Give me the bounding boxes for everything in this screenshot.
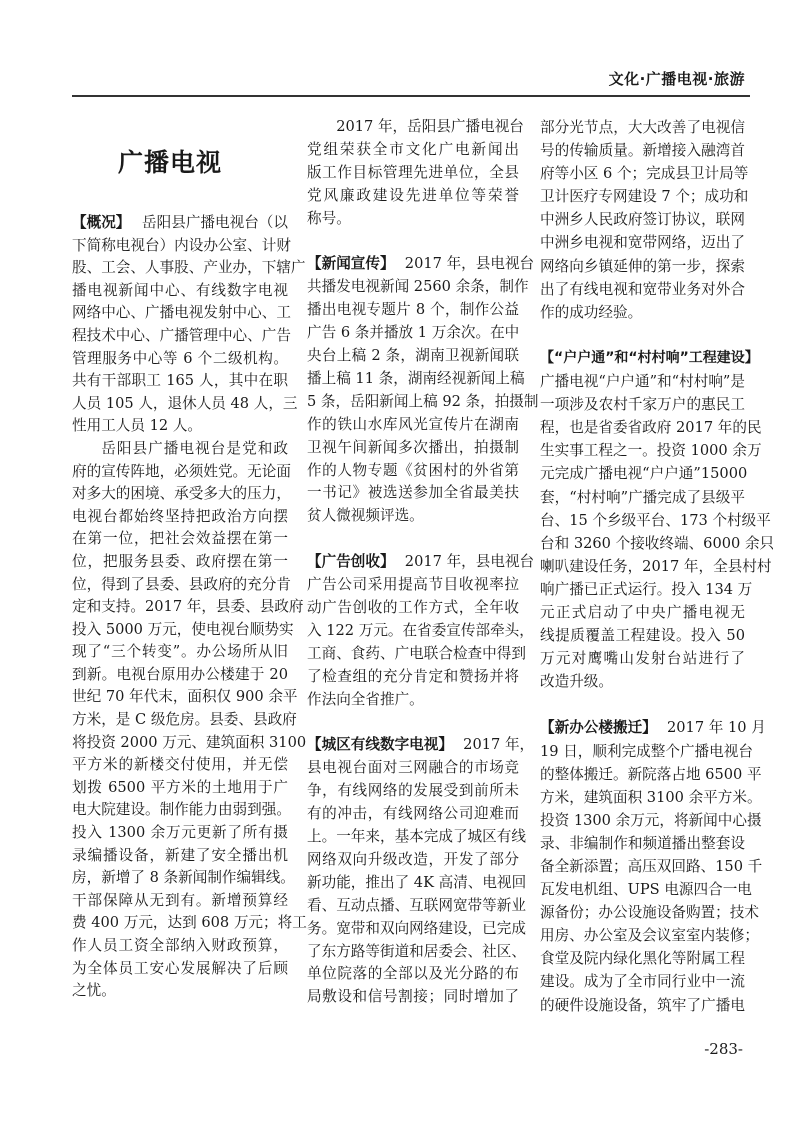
text-line: 务。宽带和双向网络建设，已完成 [307,919,526,937]
text-column-2 [307,116,539,1009]
paragraph [540,716,766,1016]
text-line: 争，有线网络的发展受到前所未 [307,782,519,800]
text-line: 动广告创收的工作方式，全年收 [307,599,519,616]
text-line: 岳阳县广播电视台是党和政 [101,439,288,457]
text-line: 2017 年，岳阳县广播电视台 [336,118,524,135]
text-line: 瓦发电机组、UPS 电源四合一电 [540,881,752,899]
text-line: 卫视午间新闻多次播出，拍摄制 [307,438,519,456]
text-line: 方米，建筑面积 3100 余平方米。 [540,788,762,806]
header-rule [72,95,750,97]
text-line-content: 岳阳县广播电视台（以 [142,214,288,231]
text-line: 卫计医疗专网建设 7 个；成功和 [540,188,749,206]
text-line: 单位院落的全部以及光分路的布 [307,965,519,983]
text-line: 在第一位，把社会效益摆在第一 [72,530,288,548]
text-line: 股、工会、人事股、产业办，下辖广 [72,259,306,277]
paragraph-heading: 【概况】 [72,214,131,231]
text-line: 广告公司采用提高节目收视率拉 [307,576,519,594]
text-line [307,734,535,757]
text-line: 作的铁山水库风光宣传片在湖南 [307,415,519,433]
text-line: 万元对鹰嘴山发射台站进行了 [540,650,745,668]
text-line: 网络向乡镇延伸的第一步，探索 [540,257,745,275]
text-line: 投入 1300 余万元更新了所有摄 [72,824,288,842]
text-line: 了检查组的充分肯定和赞扬并将 [307,667,519,685]
text-line: 中洲乡人民政府签订协议，联网 [540,211,745,229]
text-line: 共有干部职工 165 人，其中在职 [72,372,288,390]
text-line: 党组荣获全市文化广电新闻出 [307,140,519,158]
text-line: 为全体员工安心发展解决了后顾 [72,959,288,977]
text-line: 到新。电视台原用办公楼建于 20 [72,665,288,683]
paragraph-heading: 【“户户通”和“村村响”工程建设】 [540,349,759,366]
text-line: 部分光节点，大大改善了电视信 [540,119,745,136]
text-line: 建设。成为了全市同行业中一流 [540,973,745,991]
text-line: 看、互动点播、互联网宽带等新业 [307,896,526,914]
text-line: 方米，是 C 级危房。县委、县政府 [72,711,297,729]
text-line: 位，得到了县委、县政府的充分肯 [72,575,291,593]
text-line: 改造升级。 [540,673,613,691]
text-line: 食堂及院内绿化黑化等附属工程 [540,950,745,968]
text-line: 台和 3260 个接收终端、6000 余只 [540,534,775,552]
text-line: 网络双向升级改造，开发了部分 [307,850,519,868]
text-line: 备全新添置；高压双回路、150 千 [540,858,763,875]
text-line: 房，新增了 8 条新闻制作编辑线。 [72,869,295,887]
text-line: 播上稿 11 条，湖南经视新闻上稿 [307,369,525,387]
text-column-1 [72,212,307,1003]
text-line: 府的宣传阵地，必须姓党。无论面 [72,462,291,480]
running-head: 文化·广播电视·旅游 [608,70,745,88]
paragraph [307,116,524,231]
text-line: 一书记》被选送参加全省最美扶 [307,484,519,502]
text-line: 费 400 万元，达到 608 万元；将工 [72,914,307,932]
text-line: 局敷设和信号割接；同时增加了 [307,988,519,1006]
text-line: 广播电视“户户通”和“村村响”是 [540,373,745,391]
text-line: 府等小区 6 个；完成县卫计局等 [540,165,749,183]
text-line: 下简称电视台）内设办公室、计财 [72,236,291,254]
text-line: 套，“村村响”广播完成了县级平 [540,488,745,506]
text-line: 电大院建设。制作能力由弱到强。 [72,801,291,819]
text-line: 作人员工资全部纳入财政预算， [72,937,288,954]
text-line: 喇叭建设任务，2017 年，全县村村 [540,557,772,575]
text-line: 划拨 6500 平方米的土地用于广 [72,778,288,796]
text-line: 对多大的困境、承受多大的压力， [72,485,291,503]
text-line: 电视台都始终坚持把政治方向摆 [72,507,288,525]
text-line: 管理服务中心等 6 个二级机构。 [72,349,288,367]
text-line [72,212,288,235]
paragraph [307,551,535,711]
text-line: 网络中心、广播电视发射中心、工 [72,304,291,322]
page-number: -283- [704,1040,743,1058]
paragraph-heading: 【广告创收】 [307,553,395,571]
text-line: 元完成广播电视“户户通”15000 [540,465,748,483]
text-line: 用房、办公室及会议室室内装修； [540,927,759,945]
text-line: 播电视新闻中心、有线数字电视 [72,281,288,299]
text-line: 贫人微视频评选。 [307,507,424,525]
text-line [540,716,766,739]
text-line-content: 2017 年， [463,736,535,754]
text-line: 县电视台面对三网融合的市场竞 [307,759,519,777]
text-line: 人员 105 人，退休人员 48 人，三 [72,394,298,412]
text-line: 一项涉及农村千家万户的惠民工 [540,396,745,414]
text-line [307,551,535,574]
text-line: 定和支持。2017 年，县委、县政府 [72,598,304,616]
text-line: 作法向全省推广。 [307,690,424,708]
text-line: 源备份；办公设施设备购置；技术 [540,904,759,922]
text-line: 之忧。 [72,982,116,1000]
paragraph-heading: 【新闻宣传】 [307,255,395,273]
text-line: 元正式启动了中央广播电视无 [540,603,745,621]
text-line: 程，也是省委省政府 2017 年的民 [540,419,762,437]
text-line: 位，把服务县委、政府摆在第一 [72,552,288,570]
paragraph [307,253,539,528]
paragraph [540,347,775,693]
text-line: 的整体搬迁。新院落占地 6500 平 [540,765,762,783]
paragraph [72,438,307,1003]
text-line: 上。一年来，基本完成了城区有线 [307,828,526,846]
paragraph [540,116,749,324]
text-line: 了东方路等街道和居委会、社区、 [307,942,526,960]
paragraph [307,734,535,1009]
text-line-content: 2017 年，县电视台 [404,255,535,273]
text-line [307,253,535,276]
text-line: 投入 5000 万元，使电视台顺势实 [72,620,294,638]
text-line: 中洲乡电视和宽带网络，迈出了 [540,234,745,252]
section-title: 广播电视 [118,148,223,177]
text-line: 播出电视专题片 8 个，制作公益 [307,301,519,319]
paragraph [72,212,306,438]
text-line: 5 条，岳阳新闻上稿 92 条，拍摄制 [307,392,539,410]
text-line: 世纪 70 年代末，面积仅 900 余平 [72,688,298,706]
text-line: 作的人物专题《贫困村的外省第 [307,461,519,479]
text-line: 的硬件设施设备，筑牢了广播电 [540,996,745,1014]
text-line: 录编播设备，新建了安全播出机 [72,846,288,864]
text-line: 广告 6 条并播放 1 万余次。在中 [307,324,520,342]
text-line: 录、非编制作和频道播出整套设 [540,834,745,852]
text-column-3 [540,116,775,1017]
text-line: 作的成功经验。 [540,303,643,321]
text-line: 有的冲击，有线网络公司迎难而 [307,805,519,823]
text-line: 响广播已正式运行。投入 134 万 [540,580,753,598]
text-line-content: 2017 年，县电视台 [404,553,535,571]
text-line: 性用工人员 12 人。 [72,417,203,435]
text-line: 19 日，顺利完成整个广播电视台 [540,742,753,760]
paragraph-heading: 【城区有线数字电视】 [307,736,453,754]
text-line: 央台上稿 2 条，湖南卫视新闻联 [307,347,519,365]
text-line: 称号。 [307,209,351,227]
text-line: 共播发电视新闻 2560 余条，制作 [307,278,529,296]
text-line: 工商、食药、广电联合检查中得到 [307,644,526,662]
text-line: 生实事工程之一。投资 1000 余万 [540,442,762,460]
text-line: 号的传输质量。新增接入融湾首 [540,142,745,160]
text-line: 现了“三个转变”。办公场所从旧 [72,643,288,661]
text-line: 出了有线电视和宽带业务对外合 [540,280,745,298]
text-line: 将投资 2000 万元、建筑面积 3100 [72,733,307,751]
paragraph-heading: 【新办公楼搬迁】 [540,719,657,737]
text-line: 程技术中心、广播管理中心、广告 [72,326,291,344]
text-line: 党风廉政建设先进单位等荣誉 [307,186,519,204]
text-line: 新功能，推出了 4K 高清、电视回 [307,873,527,891]
text-line: 干部保障从无到有。新增预算经 [72,891,288,909]
text-line: 台、15 个乡级平台、173 个村级平 [540,511,771,529]
text-line: 投资 1300 余万元，将新闻中心摄 [540,811,762,829]
text-line: 线提质覆盖工程建设。投入 50 [540,627,745,645]
text-line-content: 2017 年 10 月 [666,719,766,737]
text-line: 版工作目标管理先进单位，全县 [307,163,519,181]
text-line: 平方米的新楼交付使用，并无偿 [72,756,288,774]
text-line: 入 122 万元。在省委宣传部牵头， [307,621,534,639]
